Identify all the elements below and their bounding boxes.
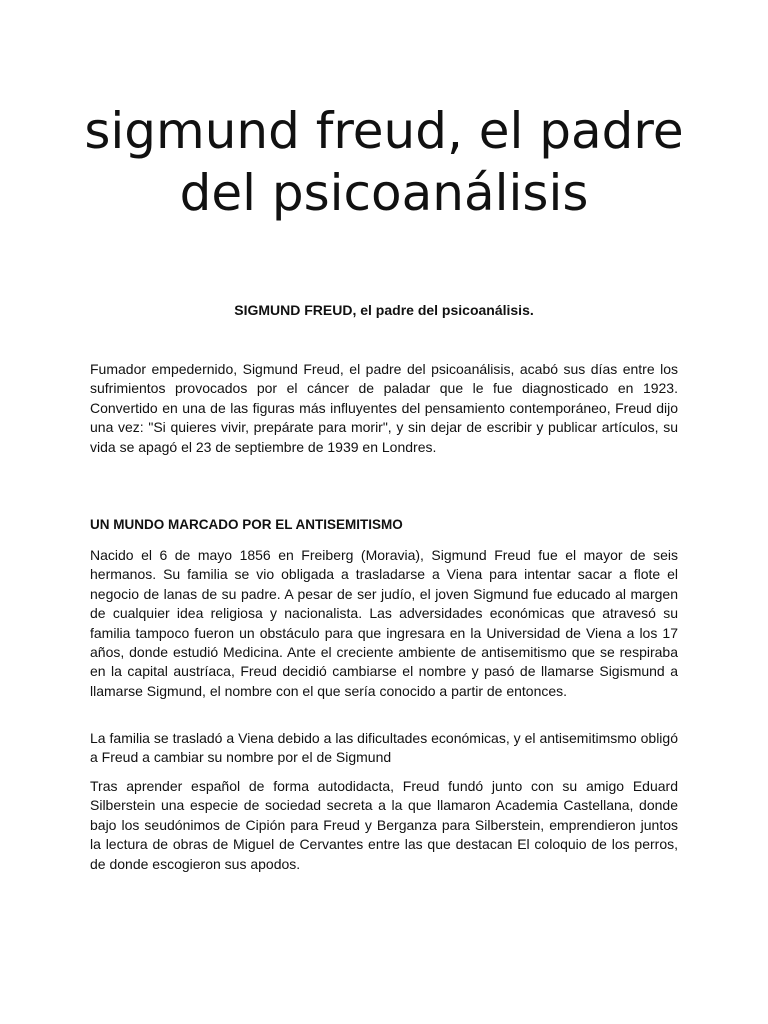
body-paragraph: Nacido el 6 de mayo 1856 en Freiberg (Moravia), Sigmund Freud fue el mayor de seis hermanos. Su familia se vio obligada a trasladarse a Viena para intentar sacar a flote el negocio de lanas de su padre. A pesar de ser judío, el joven Sigmund fue educado al margen de cualquier idea religiosa y nacionalista. Las adversidades económicas que atravesó su familia tampoco fueron un obstáculo para que ingresara en la Universidad de Viena a los 17 años, donde estudió Medicina. Ante el creciente ambiente de antisemitismo que se respiraba en la capital austríaca, Freud decidió cambiarse el nombre y pasó de llamarse Sigismund a llamarse Sigmund, el nombre con el que sería conocido a partir de entonces.	[90, 547, 678, 699]
document-title: sigmund freud, el padre del psicoanálisis	[84, 102, 684, 222]
document-subtitle: SIGMUND FREUD, el padre del psicoanálisis.	[234, 302, 534, 318]
body-paragraph: La familia se trasladó a Viena debido a las dificultades económicas, y el antisemitimsmo obligó a Freud a cambiar su nombre por el de Sigmund	[90, 730, 678, 766]
body-paragraph: Tras aprender español de forma autodidacta, Freud fundó junto con su amigo Eduard Silberstein una especie de sociedad secreta a la que llamaron Academia Castellana, donde bajo los seudónimos de Cipión para Freud y Berganza para Silberstein, emprendieron juntos la lectura de obras de Miguel de Cervantes entre las que destacan El coloquio de los perros, de donde escogieron sus apodos.	[90, 778, 678, 872]
intro-paragraph: Fumador empedernido, Sigmund Freud, el padre del psicoanálisis, acabó sus días entre los sufrimientos provocados por el cáncer de paladar que le fue diagnosticado en 1923. Convertido en una de las figuras más influyentes del pensamiento contemporáneo, Freud dijo una vez: "Si quieres vivir, prepárate para morir", y sin dejar de escribir y publicar artículos, su vida se apagó el 23 de septiembre de 1939 en Londres.	[90, 361, 678, 455]
section-heading: UN MUNDO MARCADO POR EL ANTISEMITISMO	[90, 517, 403, 532]
